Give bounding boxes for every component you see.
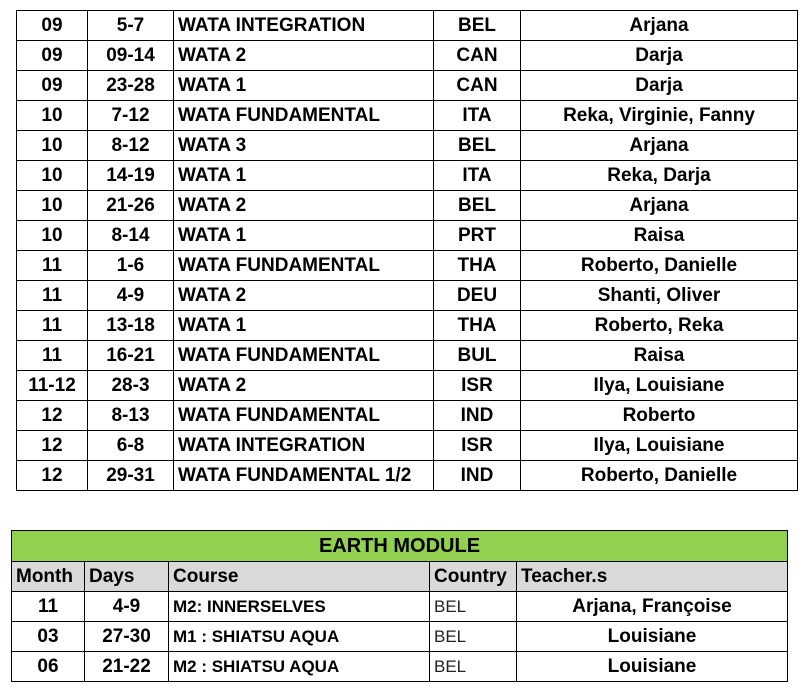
cell-days: 29-31 bbox=[88, 461, 174, 491]
cell-course: WATA FUNDAMENTAL 1/2 bbox=[174, 461, 434, 491]
cell-days: 09-14 bbox=[88, 41, 174, 71]
cell-course: WATA 2 bbox=[174, 41, 434, 71]
header-course: Course bbox=[169, 562, 430, 592]
cell-teachers: Reka, Virginie, Fanny bbox=[521, 101, 798, 131]
cell-month: 12 bbox=[17, 401, 88, 431]
cell-country: CAN bbox=[434, 71, 521, 101]
earth-module-title-row bbox=[12, 531, 788, 562]
cell-days: 21-22 bbox=[85, 652, 169, 682]
cell-month: 10 bbox=[17, 221, 88, 251]
earth-module-title: EARTH MODULE bbox=[12, 531, 788, 562]
table-row bbox=[17, 461, 798, 491]
header-days: Days bbox=[85, 562, 169, 592]
cell-country: BEL bbox=[434, 11, 521, 41]
cell-days: 4-9 bbox=[88, 281, 174, 311]
cell-course: M2: INNERSELVES bbox=[169, 592, 430, 622]
cell-month: 09 bbox=[17, 11, 88, 41]
cell-teachers: Roberto, Reka bbox=[521, 311, 798, 341]
cell-country: BEL bbox=[430, 622, 517, 652]
cell-teachers: Ilya, Louisiane bbox=[521, 431, 798, 461]
cell-days: 28-3 bbox=[88, 371, 174, 401]
cell-month: 11-12 bbox=[17, 371, 88, 401]
cell-country: BEL bbox=[434, 191, 521, 221]
cell-month: 12 bbox=[17, 431, 88, 461]
table-row bbox=[12, 622, 788, 652]
cell-teachers: Raisa bbox=[521, 221, 798, 251]
cell-month: 03 bbox=[12, 622, 85, 652]
table-row bbox=[12, 652, 788, 682]
cell-teachers: Louisiane bbox=[517, 622, 788, 652]
cell-month: 11 bbox=[17, 341, 88, 371]
cell-teachers: Arjana bbox=[521, 11, 798, 41]
earth-module-table bbox=[11, 530, 788, 682]
wata-schedule-table bbox=[16, 10, 798, 491]
cell-country: IND bbox=[434, 461, 521, 491]
cell-course: WATA 3 bbox=[174, 131, 434, 161]
cell-month: 09 bbox=[17, 71, 88, 101]
cell-days: 27-30 bbox=[85, 622, 169, 652]
cell-country: BEL bbox=[430, 592, 517, 622]
cell-month: 10 bbox=[17, 191, 88, 221]
cell-course: WATA 1 bbox=[174, 161, 434, 191]
cell-teachers: Shanti, Oliver bbox=[521, 281, 798, 311]
table-row bbox=[17, 281, 798, 311]
cell-month: 09 bbox=[17, 41, 88, 71]
cell-country: BUL bbox=[434, 341, 521, 371]
table-row bbox=[12, 592, 788, 622]
cell-days: 8-12 bbox=[88, 131, 174, 161]
cell-month: 11 bbox=[17, 281, 88, 311]
wata-schedule-body bbox=[17, 11, 798, 491]
cell-course: WATA FUNDAMENTAL bbox=[174, 341, 434, 371]
cell-teachers: Arjana, Françoise bbox=[517, 592, 788, 622]
table-row bbox=[17, 41, 798, 71]
cell-country: IND bbox=[434, 401, 521, 431]
cell-teachers: Raisa bbox=[521, 341, 798, 371]
cell-month: 10 bbox=[17, 131, 88, 161]
cell-country: ITA bbox=[434, 161, 521, 191]
table-row bbox=[17, 401, 798, 431]
cell-month: 11 bbox=[12, 592, 85, 622]
cell-country: THA bbox=[434, 311, 521, 341]
earth-module-body bbox=[12, 592, 788, 682]
table-row bbox=[17, 341, 798, 371]
cell-days: 7-12 bbox=[88, 101, 174, 131]
table-row bbox=[17, 71, 798, 101]
cell-month: 10 bbox=[17, 161, 88, 191]
cell-course: WATA FUNDAMENTAL bbox=[174, 101, 434, 131]
cell-teachers: Roberto, Danielle bbox=[521, 251, 798, 281]
cell-course: WATA 2 bbox=[174, 371, 434, 401]
cell-course: WATA FUNDAMENTAL bbox=[174, 251, 434, 281]
cell-course: WATA 1 bbox=[174, 221, 434, 251]
table-row bbox=[17, 431, 798, 461]
cell-teachers: Roberto bbox=[521, 401, 798, 431]
cell-course: WATA INTEGRATION bbox=[174, 431, 434, 461]
cell-days: 6-8 bbox=[88, 431, 174, 461]
cell-teachers: Louisiane bbox=[517, 652, 788, 682]
cell-days: 13-18 bbox=[88, 311, 174, 341]
cell-country: ISR bbox=[434, 431, 521, 461]
cell-country: THA bbox=[434, 251, 521, 281]
cell-month: 10 bbox=[17, 101, 88, 131]
cell-country: DEU bbox=[434, 281, 521, 311]
cell-days: 8-14 bbox=[88, 221, 174, 251]
cell-course: WATA 2 bbox=[174, 191, 434, 221]
cell-days: 1-6 bbox=[88, 251, 174, 281]
cell-teachers: Darja bbox=[521, 41, 798, 71]
cell-days: 16-21 bbox=[88, 341, 174, 371]
table-row bbox=[17, 131, 798, 161]
cell-country: BEL bbox=[434, 131, 521, 161]
cell-course: M1 : SHIATSU AQUA bbox=[169, 622, 430, 652]
cell-course: WATA 2 bbox=[174, 281, 434, 311]
cell-course: WATA INTEGRATION bbox=[174, 11, 434, 41]
cell-country: CAN bbox=[434, 41, 521, 71]
cell-month: 11 bbox=[17, 251, 88, 281]
table-row bbox=[17, 251, 798, 281]
cell-country: ISR bbox=[434, 371, 521, 401]
cell-month: 06 bbox=[12, 652, 85, 682]
cell-teachers: Arjana bbox=[521, 191, 798, 221]
cell-days: 14-19 bbox=[88, 161, 174, 191]
cell-course: WATA 1 bbox=[174, 71, 434, 101]
cell-teachers: Ilya, Louisiane bbox=[521, 371, 798, 401]
cell-month: 11 bbox=[17, 311, 88, 341]
table-row bbox=[17, 221, 798, 251]
cell-days: 4-9 bbox=[85, 592, 169, 622]
table-row bbox=[17, 191, 798, 221]
cell-teachers: Reka, Darja bbox=[521, 161, 798, 191]
cell-month: 12 bbox=[17, 461, 88, 491]
table-row bbox=[17, 11, 798, 41]
header-month: Month bbox=[12, 562, 85, 592]
cell-country: ITA bbox=[434, 101, 521, 131]
cell-course: M2 : SHIATSU AQUA bbox=[169, 652, 430, 682]
earth-module-header-row bbox=[12, 562, 788, 592]
cell-days: 5-7 bbox=[88, 11, 174, 41]
header-teachers: Teacher.s bbox=[517, 562, 788, 592]
cell-teachers: Arjana bbox=[521, 131, 798, 161]
cell-days: 23-28 bbox=[88, 71, 174, 101]
table-row bbox=[17, 101, 798, 131]
cell-country: PRT bbox=[434, 221, 521, 251]
cell-course: WATA 1 bbox=[174, 311, 434, 341]
cell-course: WATA FUNDAMENTAL bbox=[174, 401, 434, 431]
cell-teachers: Roberto, Danielle bbox=[521, 461, 798, 491]
cell-days: 8-13 bbox=[88, 401, 174, 431]
table-row bbox=[17, 311, 798, 341]
table-row bbox=[17, 371, 798, 401]
cell-days: 21-26 bbox=[88, 191, 174, 221]
cell-teachers: Darja bbox=[521, 71, 798, 101]
cell-country: BEL bbox=[430, 652, 517, 682]
table-row bbox=[17, 161, 798, 191]
header-country: Country bbox=[430, 562, 517, 592]
